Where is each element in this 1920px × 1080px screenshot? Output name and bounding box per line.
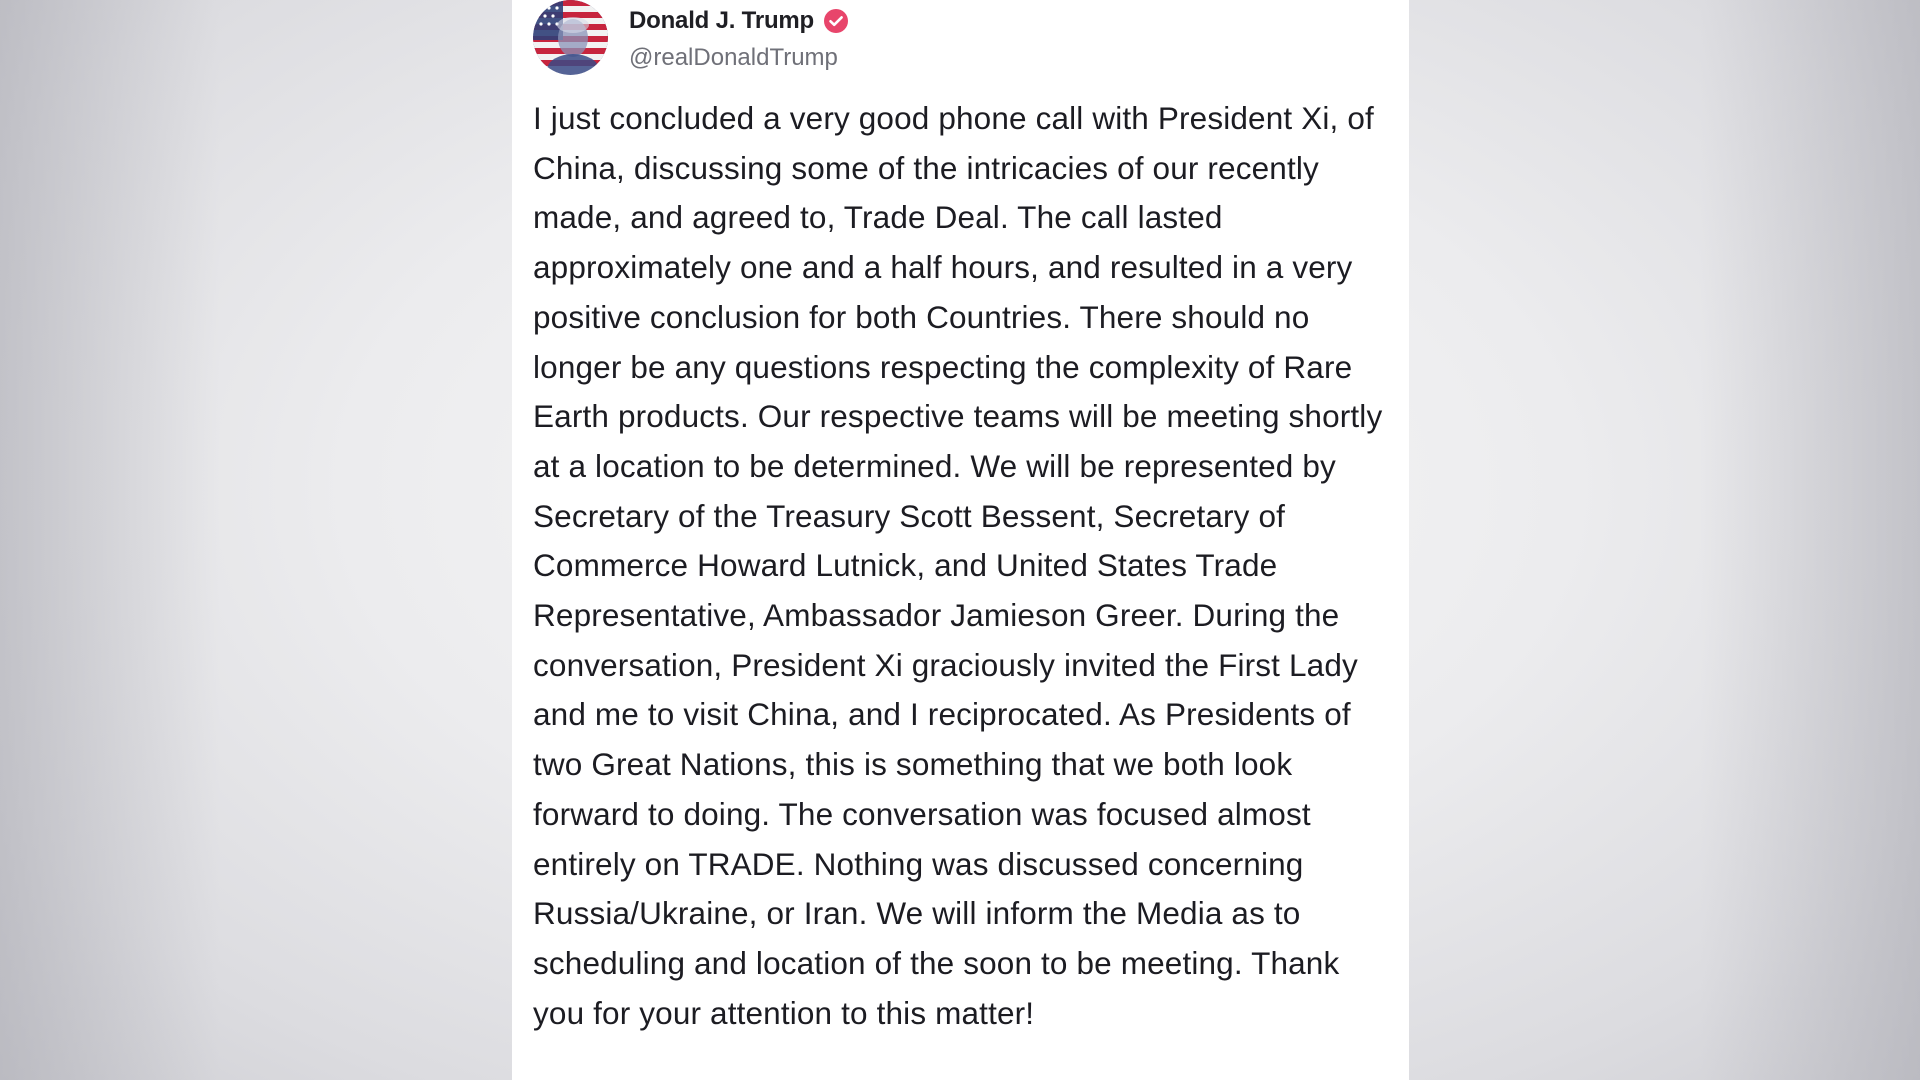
post-card — [512, 0, 1409, 1080]
author-block — [629, 6, 849, 72]
author-handle[interactable]: @realDonaldTrump — [629, 44, 838, 71]
avatar[interactable] — [533, 0, 608, 75]
verified-check-icon — [823, 8, 849, 34]
post-header — [523, 0, 1397, 94]
author-name-row — [629, 6, 849, 36]
flag-portrait-avatar-icon — [533, 0, 608, 75]
background-vignette-right — [1700, 0, 1920, 1080]
author-name[interactable]: Donald J. Trump — [629, 7, 815, 34]
post-body-text: I just concluded a very good phone call with President Xi, of China, discussing some of the intricacies of our recently made, and agreed to, Trade Deal. The call lasted approximately one and a half hours, and resulted in a very positive conclusion for both Countries. There should no longer be any questions respecting the complexity of Rare Earth products. Our respective teams will be meeting shortly at a location to be determined. We will be represented by Secretary of the Treasury Scott Bessent, Secretary of Commerce Howard Lutnick, and United States Trade Representative, Ambassador Jamieson Greer. During the conversation, President Xi graciously invited the First Lady and me to visit China, and I reciprocated. As Presidents of two Great Nations, this is something that we both look forward to doing. The conversation was focused almost entirely on TRADE. Nothing was discussed concerning Russia/Ukraine, or Iran. We will inform the Media as to scheduling and location of the soon to be meeting. Thank you for your attention to this matter! — [533, 100, 1383, 1031]
background-vignette-left — [0, 0, 220, 1080]
